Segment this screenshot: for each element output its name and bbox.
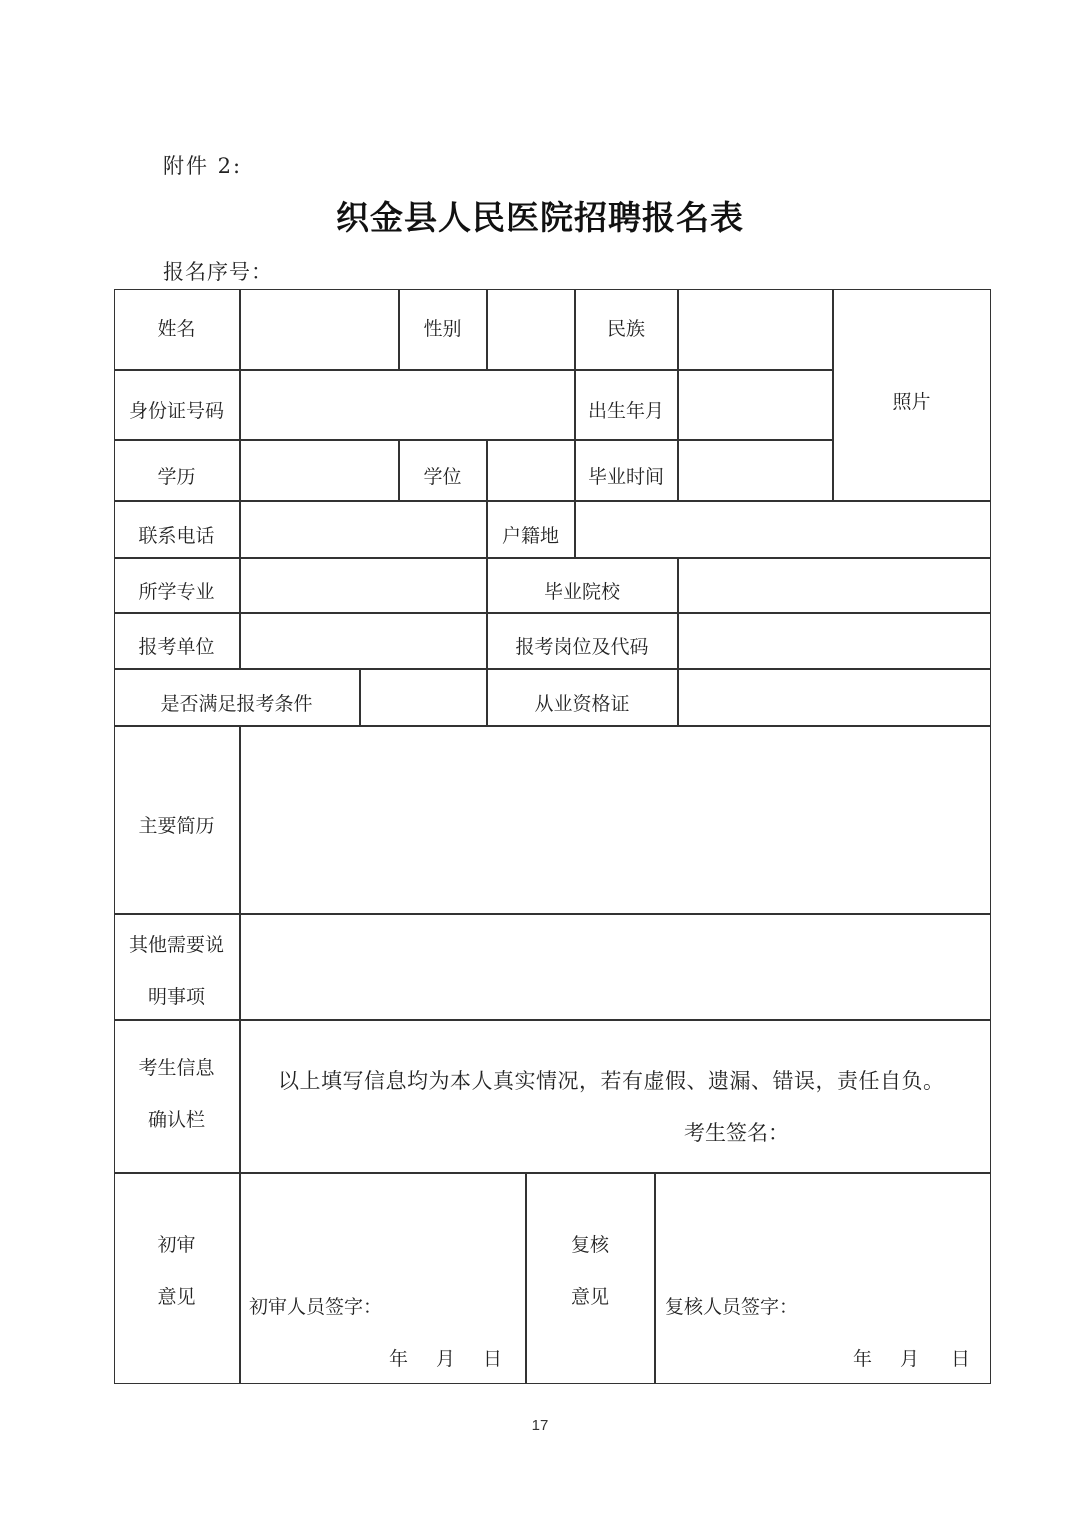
birth-date-field[interactable]	[678, 370, 833, 440]
apply-post-field[interactable]	[678, 613, 991, 669]
name-label-text: 姓名	[157, 317, 196, 340]
page-number: 17	[531, 1417, 549, 1434]
candidate-signature-label: 考生签名：	[684, 1121, 789, 1145]
initial-month-label: 月	[436, 1348, 456, 1370]
photo-box[interactable]	[833, 289, 991, 501]
confirm-statement: 以上填写信息均为本人真实情况，若有虚假、遗漏、错误，责任自负。	[278, 1069, 945, 1093]
confirm-label	[114, 1020, 240, 1173]
id-number-label	[114, 370, 240, 440]
recheck-day-label: 日	[951, 1348, 971, 1370]
education-label	[114, 440, 240, 501]
qualified-field[interactable]	[360, 669, 487, 726]
birth-date-label	[575, 370, 678, 440]
initial-reviewer-signature-label: 初审人员签字：	[249, 1296, 383, 1318]
school-label-text: 毕业院校	[543, 580, 620, 603]
form-title: 织金县人民医院招聘报名表	[336, 198, 744, 237]
license-label-text: 从业资格证	[534, 692, 630, 715]
name-field[interactable]	[240, 289, 399, 370]
initial-review-label-line1: 初审	[157, 1234, 196, 1256]
ethnicity-label-text: 民族	[606, 317, 645, 340]
confirm-label-line1: 考生信息	[138, 1057, 215, 1079]
degree-field[interactable]	[487, 440, 575, 501]
graduation-time-label-text: 毕业时间	[587, 465, 664, 488]
degree-label	[399, 440, 487, 501]
major-field[interactable]	[240, 558, 487, 613]
id-number-label-text: 身份证号码	[128, 400, 224, 423]
license-field[interactable]	[678, 669, 991, 726]
name-label	[114, 289, 240, 370]
school-field[interactable]	[678, 558, 991, 613]
phone-label-text: 联系电话	[138, 524, 215, 547]
other-notes-field[interactable]	[240, 914, 991, 1020]
initial-year-label: 年	[389, 1348, 409, 1370]
other-notes-label	[114, 914, 240, 1020]
initial-review-date	[389, 1344, 502, 1371]
license-label	[487, 669, 678, 726]
phone-field[interactable]	[240, 501, 487, 558]
degree-label-text: 学位	[423, 465, 462, 488]
education-field[interactable]	[240, 440, 399, 501]
recheck-label-line2: 意见	[570, 1286, 609, 1308]
major-label-text: 所学专业	[138, 580, 215, 603]
apply-unit-label	[114, 613, 240, 669]
photo-label: 照片	[892, 390, 931, 413]
initial-day-label: 日	[483, 1348, 503, 1370]
apply-post-label	[487, 613, 678, 669]
graduation-time-field[interactable]	[678, 440, 833, 501]
household-field[interactable]	[575, 501, 991, 558]
apply-unit-field[interactable]	[240, 613, 487, 669]
household-label	[487, 501, 575, 558]
qualified-label-text: 是否满足报考条件	[160, 692, 313, 715]
recheck-year-label: 年	[853, 1348, 873, 1370]
resume-label	[114, 726, 240, 914]
recheck-label-line1: 复核	[570, 1234, 609, 1256]
attachment-label: 附件 2:	[163, 154, 243, 178]
recheck-date	[853, 1344, 970, 1371]
id-number-field[interactable]	[240, 370, 575, 440]
confirm-label-line2: 确认栏	[147, 1109, 205, 1131]
qualified-label	[114, 669, 360, 726]
other-notes-label-line1: 其他需要说	[128, 933, 224, 956]
apply-unit-label-text: 报考单位	[138, 636, 215, 659]
ethnicity-field[interactable]	[678, 289, 833, 370]
other-notes-label-line2: 明事项	[147, 985, 205, 1008]
gender-label-text: 性别	[423, 317, 462, 340]
initial-review-label-line2: 意见	[157, 1286, 196, 1308]
confirm-content	[240, 1020, 990, 1172]
ethnicity-label	[575, 289, 678, 370]
initial-review-label	[114, 1173, 240, 1384]
birth-date-label-text: 出生年月	[587, 400, 664, 423]
household-label-text: 户籍地	[501, 524, 559, 547]
recheck-month-label: 月	[900, 1348, 920, 1370]
serial-number-label: 报名序号：	[163, 260, 273, 284]
major-label	[114, 558, 240, 613]
education-label-text: 学历	[157, 465, 196, 488]
school-label	[487, 558, 678, 613]
resume-field[interactable]	[240, 726, 991, 914]
resume-label-text: 主要简历	[138, 815, 215, 838]
recheck-label	[526, 1173, 655, 1384]
apply-post-label-text: 报考岗位及代码	[515, 636, 649, 659]
gender-field[interactable]	[487, 289, 575, 370]
recheck-reviewer-signature-label: 复核人员签字：	[665, 1296, 799, 1318]
gender-label	[399, 289, 487, 370]
graduation-time-label	[575, 440, 678, 501]
phone-label	[114, 501, 240, 558]
